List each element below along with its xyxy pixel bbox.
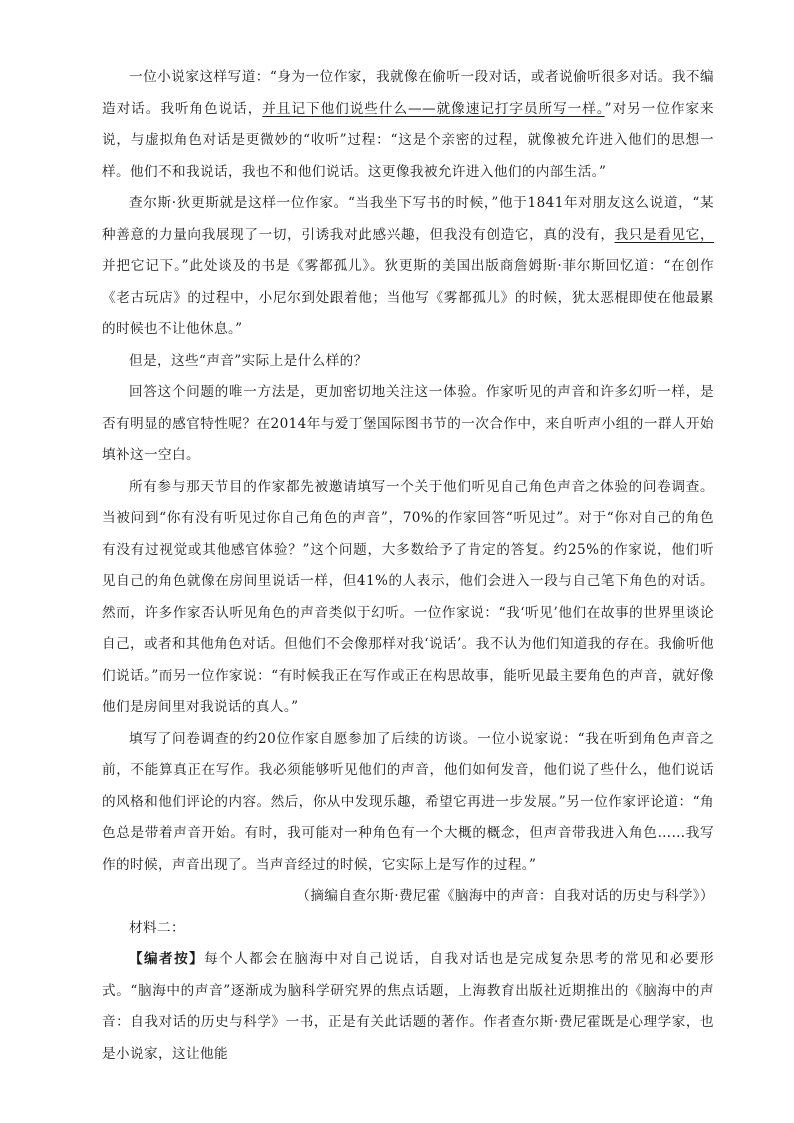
paragraph-1-text-a: 一位小说家这样写道：“身为一位作家，我就像在偷听一段对话，或者说偷听很多对话。我不编造对话。我听角色说话， [102, 69, 714, 117]
paragraph-1 [102, 62, 714, 188]
editor-note-tag: 【编者按】 [129, 951, 205, 967]
paragraph-2-underlined: 我只是看见它， [614, 226, 714, 243]
paragraph-2-text-b: 并把它记下。”此处谈及的书是《雾都孤儿》。狄更斯的美国出版商詹姆斯·菲尔斯回忆道：“在创作《老古玩店》的过程中，小尼尔到处跟着他；当他写《雾都孤儿》的时候，犹太恶棍即使在他最累的时候也不让他休息。” [102, 258, 714, 337]
article-body [102, 62, 714, 1070]
material-2-label: 材料二： [129, 919, 185, 936]
source-citation: （摘编自查尔斯·费尼霍《脑海中的声音：自我对话的历史与科学》） [296, 888, 714, 904]
paragraph-3: 但是，这些“声音”实际上是什么样的？ [129, 352, 368, 369]
paragraph-7 [102, 944, 714, 1070]
paragraph-4: 回答这个问题的唯一方法是，更加密切地关注这一体验。作家听见的声音和许多幻听一样，是否有明显的感官特性呢？在2014年与爱丁堡国际图书节的一次合作中，来自听声小组的一群人开始填补这一空白。 [102, 384, 714, 463]
paragraph-1-text-b: ”对另一位作家来说，与虚拟角色对话是更微妙的“收听”过程：“这是个亲密的过程，就像被允许进入他们的思想一样。他们不和我说话，我也不和他们说话。这更像我被允许进入他们的内部生活。” [102, 100, 714, 180]
paragraph-2-text-a: 查尔斯·狄更斯就是这样一位作家。“当我坐下写书的时候，”他于1841年对朋友这么说道，“某种善意的力量向我展现了一切，引诱我对此感兴趣，但我没有创造它，真的没有， [102, 195, 714, 243]
paragraph-2 [102, 188, 714, 346]
editor-note-text: 每个人都会在脑海中对自己说话，自我对话也是完成复杂思考的常见和必要形式。“脑海中的声音”逐渐成为脑科学研究界的焦点话题，上海教育出版社近期推出的《脑海中的声音：自我对话的历史与科学》一书，正是有关此话题的著作。作者查尔斯·费尼霍既是心理学家，也是小说家，这让他能 [102, 951, 714, 1062]
paragraph-6: 填写了问卷调查的约20位作家自愿参加了后续的访谈。一位小说家说：“我在听到角色声音之前，不能算真正在写作。我必须能够听见他们的声音，他们如何发音，他们说了些什么，他们说话的风格和他们评论的内容。然后，你从中发现乐趣，希望它再进一步发展。”另一位作家评论道：“角色总是带着声音开始。有时，我可能对一种角色有一个大概的概念，但声音带我进入角色……我写作的时候，声音出现了。当声音经过的时候，它实际上是写作的过程。” [102, 730, 714, 873]
paragraph-5: 所有参与那天节目的作家都先被邀请填写一个关于他们听见自己角色声音之体验的问卷调查。当被问到“你有没有听见过你自己角色的声音”，70%的作家回答“听见过”。对于“你对自己的角色有没有过视觉或其他感官体验？”这个问题，大多数给予了肯定的答复。约25%的作家说，他们听见自己的角色就像在房间里说话一样，但41%的人表示，他们会进入一段与自己笔下角色的对话。然而，许多作家否认听见角色的声音类似于幻听。一位作家说：“我‘听见’他们在故事的世界里谈论自己，或者和其他角色对话。但他们不会像那样对我‘说话’。我不认为他们知道我的存在。我偷听他们说话。”而另一位作家说：“有时候我正在写作或正在构思故事，能听见最主要角色的声音，就好像他们是房间里对我说话的真人。” [102, 478, 714, 715]
paragraph-1-underlined: 并且记下他们说些什么——就像速记打字员所写一样。 [262, 100, 605, 117]
